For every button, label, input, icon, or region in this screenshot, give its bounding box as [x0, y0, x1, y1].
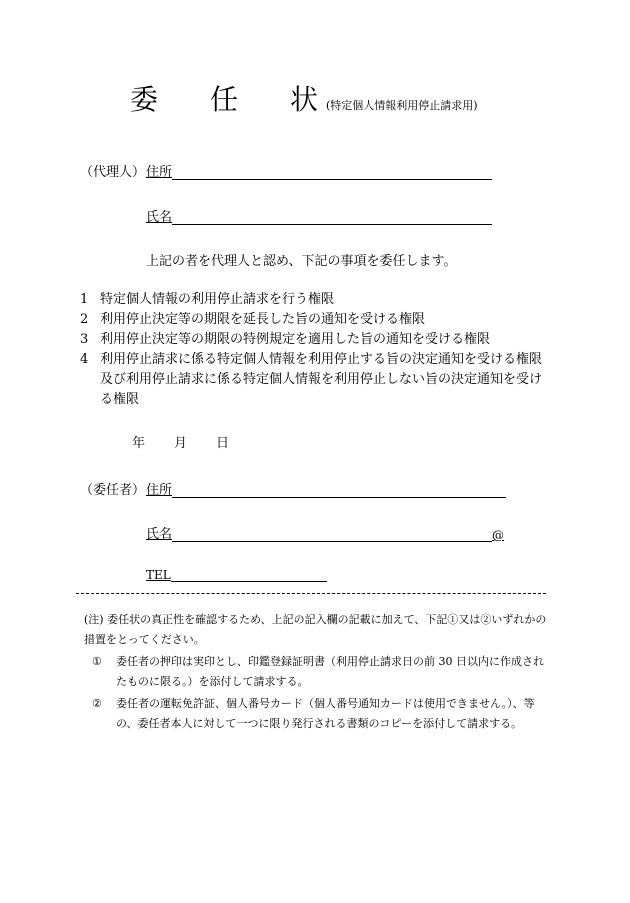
principal-name-label: 氏名 [146, 527, 173, 542]
notes-lead: (注) 委任状の真正性を確認するため、上記の記入欄の記載に加えて、下記①又は②いずれかの措置をとってください。 [84, 613, 547, 646]
principal-tel-field[interactable] [146, 567, 327, 582]
date-month: 月 [174, 436, 188, 451]
notes-section [84, 610, 554, 734]
list-item [80, 310, 550, 330]
date-year: 年 [132, 436, 146, 451]
principal-address-line [172, 483, 506, 498]
agent-name-label: 氏名 [146, 210, 173, 225]
item-number: 2 [80, 312, 89, 327]
item-text: 利用停止決定等の期限を延長した旨の通知を受ける権限 [100, 312, 426, 327]
item-number: 1 [80, 292, 89, 307]
delegated-items-list [80, 290, 550, 410]
note-text: 委任者の押印は実印とし、印鑑登録証明書（利用停止請求日の前 30 日以内に作成されたものに限る。）を添付して請求する。 [116, 655, 544, 688]
list-item [80, 290, 550, 310]
list-item [80, 350, 550, 410]
note-mark: ① [92, 655, 102, 668]
note-item [84, 652, 554, 692]
date-row [132, 432, 229, 451]
principal-name-line [172, 527, 492, 542]
note-item [84, 694, 554, 734]
principal-label: （委任者） [80, 483, 146, 498]
principal-name-field[interactable] [146, 523, 504, 542]
item-text: 特定個人情報の利用停止請求を行う権限 [100, 292, 335, 307]
delegation-statement: 上記の者を代理人と認め、下記の事項を委任します。 [146, 254, 457, 269]
title-subtitle: (特定個人情報利用停止請求用) [326, 99, 478, 112]
principal-tel-label: TEL [146, 568, 171, 582]
agent-label: （代理人） [80, 165, 146, 180]
document-title [130, 78, 478, 118]
agent-address-field[interactable] [146, 161, 492, 180]
dashed-divider [76, 593, 546, 594]
item-number: 3 [80, 332, 89, 347]
seal-mark: @ [492, 528, 505, 542]
item-number: 4 [80, 352, 89, 367]
list-item [80, 330, 550, 350]
title-char-2: 任 [210, 83, 239, 116]
title-char-3: 状 [290, 83, 319, 116]
note-text: 委任者の運転免許証、個人番号カード（個人番号通知カードは使用できません。）、等の、委任者本人に対して一つに限り発行される書類のコピーを添付して請求する。 [116, 697, 535, 730]
agent-address-label: 住所 [146, 165, 173, 180]
principal-address-label: 住所 [146, 483, 173, 498]
agent-name-field[interactable] [146, 206, 492, 225]
note-mark: ② [92, 697, 102, 710]
agent-name-line [172, 210, 492, 225]
date-day: 日 [216, 436, 230, 451]
principal-address-field[interactable] [146, 479, 506, 498]
item-text: 利用停止請求に係る特定個人情報を利用停止する旨の決定通知を受ける権限及び利用停止請求に係る特定個人情報を利用停止しない旨の決定通知を受ける権限 [100, 352, 543, 407]
agent-address-line [172, 165, 492, 180]
item-text: 利用停止決定等の期限の特例規定を適用した旨の通知を受ける権限 [100, 332, 491, 347]
principal-tel-line [171, 567, 327, 582]
title-char-1: 委 [130, 83, 159, 116]
